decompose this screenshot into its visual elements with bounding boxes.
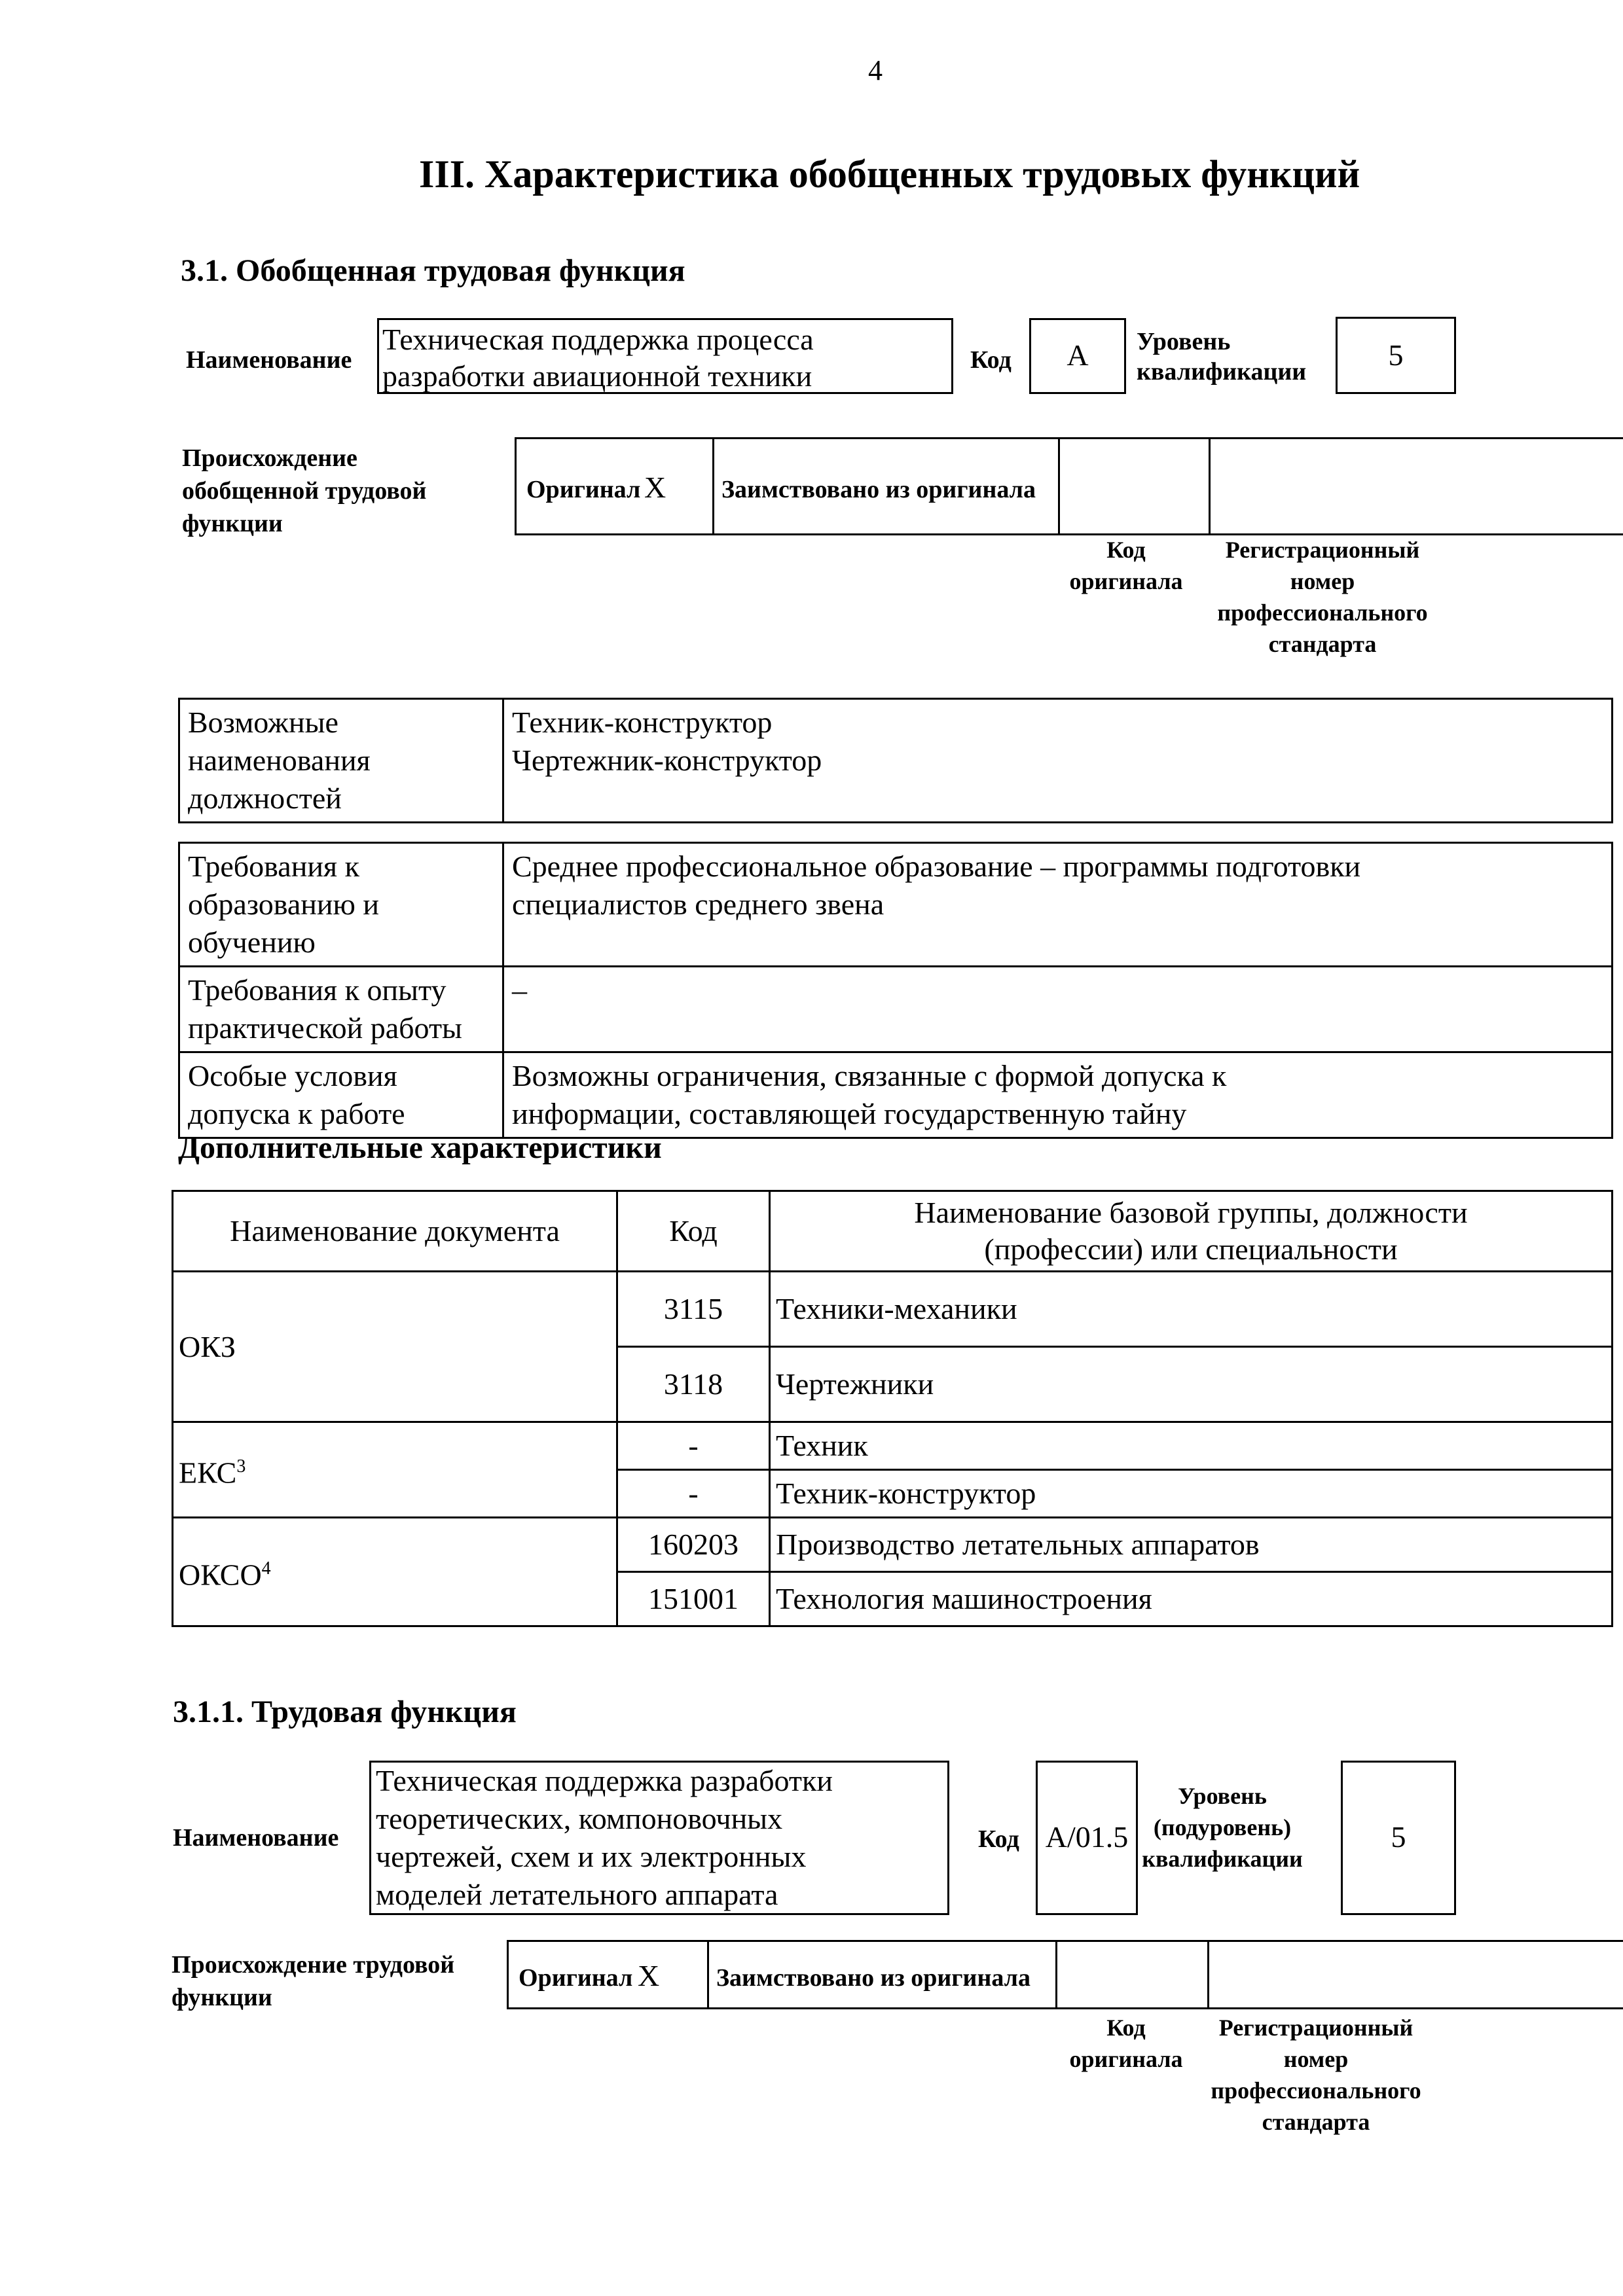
gtf-origin-label-1: Происхождение [182, 444, 357, 472]
positions-label-line1: Возможные [188, 706, 338, 739]
tf-origin-divider-2 [1055, 1940, 1057, 2009]
code-cell: - [617, 1470, 770, 1518]
tf-origin-label-2: функции [172, 1984, 272, 2011]
gtf-origin-divider-3 [1209, 437, 1211, 535]
gtf-name-line2: разработки авиационной техники [382, 359, 812, 393]
footnote-ref: 4 [261, 1558, 271, 1579]
req-edu-value-1: Среднее профессиональное образование – программы подготовки [512, 850, 1361, 883]
col-doc-header: Наименование документа [173, 1191, 617, 1272]
gtf-origin-label-3: функции [182, 510, 283, 537]
gtf-origin-divider-2 [1058, 437, 1060, 535]
name-cell: Техник-конструктор [770, 1470, 1613, 1518]
name-cell: Техники-механики [770, 1272, 1613, 1347]
name-cell: Технология машиностроения [770, 1572, 1613, 1626]
section-title: III. Характеристика обобщенных трудовых функций [419, 152, 1360, 196]
col-name-header-2: (профессии) или специальности [984, 1232, 1398, 1266]
gtf-code-original-line2: оригинала [1069, 568, 1183, 594]
tf-level-label-1: Уровень [1178, 1783, 1267, 1809]
gtf-code-value: А [1067, 338, 1089, 372]
additional-header-row [173, 1191, 1613, 1272]
tf-name-line4: моделей летательного аппарата [376, 1878, 778, 1911]
tf-reg-line4: стандарта [1262, 2109, 1370, 2135]
code-cell: - [617, 1422, 770, 1470]
requirement-value [503, 967, 1613, 1052]
tf-original-label: Оригинал [519, 1964, 633, 1992]
doc-name: ОКСО [179, 1558, 262, 1592]
name-cell: Производство летательных аппаратов [770, 1518, 1613, 1572]
tf-original-mark: X [638, 1959, 660, 1992]
req-edu-value-2: специалистов среднего звена [512, 888, 884, 921]
gtf-reg-line1: Регистрационный [1225, 537, 1420, 563]
gtf-reg-line2: номер [1290, 568, 1355, 594]
positions-label-line2: наименования [188, 744, 371, 777]
tf-name-line1: Техническая поддержка разработки [376, 1764, 833, 1797]
gtf-level-value: 5 [1388, 338, 1404, 372]
req-exp-label-2: практической работы [188, 1011, 462, 1045]
req-access-label-1: Особые условия [188, 1059, 397, 1092]
doc-cell [173, 1422, 617, 1518]
gtf-code-original-caption [1048, 534, 1205, 597]
code-cell: 160203 [617, 1518, 770, 1572]
gtf-original-mark: X [644, 471, 666, 504]
gtf-reg-line3: профессионального [1217, 600, 1428, 626]
requirement-row [179, 967, 1613, 1052]
requirements-table [178, 842, 1613, 1139]
gtf-code-original-line1: Код [1106, 537, 1146, 563]
requirement-value [503, 843, 1613, 967]
requirement-label [179, 843, 503, 967]
req-edu-label-3: обучению [188, 925, 316, 959]
gtf-origin-divider-1 [712, 437, 714, 535]
tf-heading: 3.1.1. Трудовая функция [173, 1695, 517, 1729]
code-cell: 3118 [617, 1347, 770, 1422]
gtf-name-line1: Техническая поддержка процесса [382, 323, 814, 356]
tf-reg-line2: номер [1283, 2046, 1349, 2072]
tf-reg-line3: профессионального [1211, 2077, 1421, 2104]
tf-reg-number-caption [1192, 2012, 1440, 2138]
req-exp-label-1: Требования к опыту [188, 973, 447, 1007]
additional-heading: Дополнительные характеристики [178, 1130, 662, 1165]
req-edu-label-2: образованию и [188, 888, 379, 921]
code-cell: 151001 [617, 1572, 770, 1626]
tf-reg-line1: Регистрационный [1218, 2015, 1413, 2041]
req-exp-value-1: – [512, 973, 527, 1007]
tf-name-line3: чертежей, схем и их электронных [376, 1840, 807, 1873]
gtf-code-label: Код [970, 346, 1012, 374]
tf-origin-label-1: Происхождение трудовой [172, 1951, 455, 1979]
name-cell: Техник [770, 1422, 1613, 1470]
requirement-label [179, 967, 503, 1052]
gtf-reg-number-caption [1198, 534, 1447, 660]
footnote-ref: 3 [236, 1456, 246, 1477]
tf-level-label-3: квалификации [1142, 1846, 1303, 1872]
gtf-origin-label-2: обобщенной трудовой [182, 477, 427, 505]
positions-label-line3: должностей [188, 781, 342, 815]
req-access-value-2: информации, составляющей государственную тайну [512, 1097, 1187, 1130]
gtf-heading: 3.1. Обобщенная трудовая функция [181, 253, 685, 288]
gtf-level-label-1: Уровень [1137, 328, 1231, 355]
req-edu-label-1: Требования к [188, 850, 359, 883]
requirement-label [179, 1052, 503, 1138]
tf-code-original-line2: оригинала [1069, 2046, 1183, 2072]
tf-level-value: 5 [1391, 1820, 1406, 1854]
positions-label-cell [179, 699, 503, 823]
tf-code-label: Код [978, 1825, 1019, 1853]
tf-borrowed-label: Заимствовано из оригинала [716, 1964, 1030, 1992]
requirement-row [179, 1052, 1613, 1138]
tf-code-value: А/01.5 [1045, 1820, 1129, 1854]
requirement-row [179, 843, 1613, 967]
tf-level-label [1134, 1780, 1311, 1874]
tf-origin-divider-1 [707, 1940, 709, 2009]
page-number: 4 [868, 54, 883, 86]
gtf-level-label-2: квалификации [1137, 358, 1307, 386]
doc-cell [173, 1272, 617, 1422]
tf-code-original-line1: Код [1106, 2015, 1146, 2041]
doc-cell [173, 1518, 617, 1626]
gtf-name-label: Наименование [186, 346, 352, 374]
positions-value-line1: Техник-конструктор [512, 706, 773, 739]
gtf-reg-line4: стандарта [1268, 631, 1377, 657]
positions-table [178, 698, 1613, 823]
table-row [173, 1422, 1613, 1470]
tf-code-original-caption [1048, 2012, 1205, 2075]
gtf-borrowed-label: Заимствовано из оригинала [721, 476, 1036, 503]
gtf-origin-table [515, 437, 1623, 535]
gtf-original-label: Оригинал [526, 476, 641, 503]
doc-name: ОКЗ [179, 1329, 236, 1363]
tf-name-label: Наименование [173, 1824, 339, 1852]
positions-value-line2: Чертежник-конструктор [512, 744, 822, 777]
name-cell: Чертежники [770, 1347, 1613, 1422]
col-name-header [770, 1191, 1613, 1272]
code-cell: 3115 [617, 1272, 770, 1347]
tf-level-label-2: (подуровень) [1153, 1814, 1292, 1840]
table-row [173, 1272, 1613, 1347]
req-access-value-1: Возможны ограничения, связанные с формой допуска к [512, 1059, 1227, 1092]
tf-origin-table [507, 1940, 1623, 2009]
col-code-header: Код [617, 1191, 770, 1272]
tf-origin-divider-3 [1207, 1940, 1209, 2009]
doc-name: ЕКС [179, 1456, 237, 1490]
additional-table [172, 1190, 1613, 1627]
tf-name-line2: теоретических, компоновочных [376, 1802, 783, 1835]
positions-value-cell [503, 699, 1613, 823]
table-row [173, 1518, 1613, 1572]
col-name-header-1: Наименование базовой группы, должности [914, 1196, 1468, 1229]
req-access-label-2: допуска к работе [188, 1097, 405, 1130]
requirement-value [503, 1052, 1613, 1138]
